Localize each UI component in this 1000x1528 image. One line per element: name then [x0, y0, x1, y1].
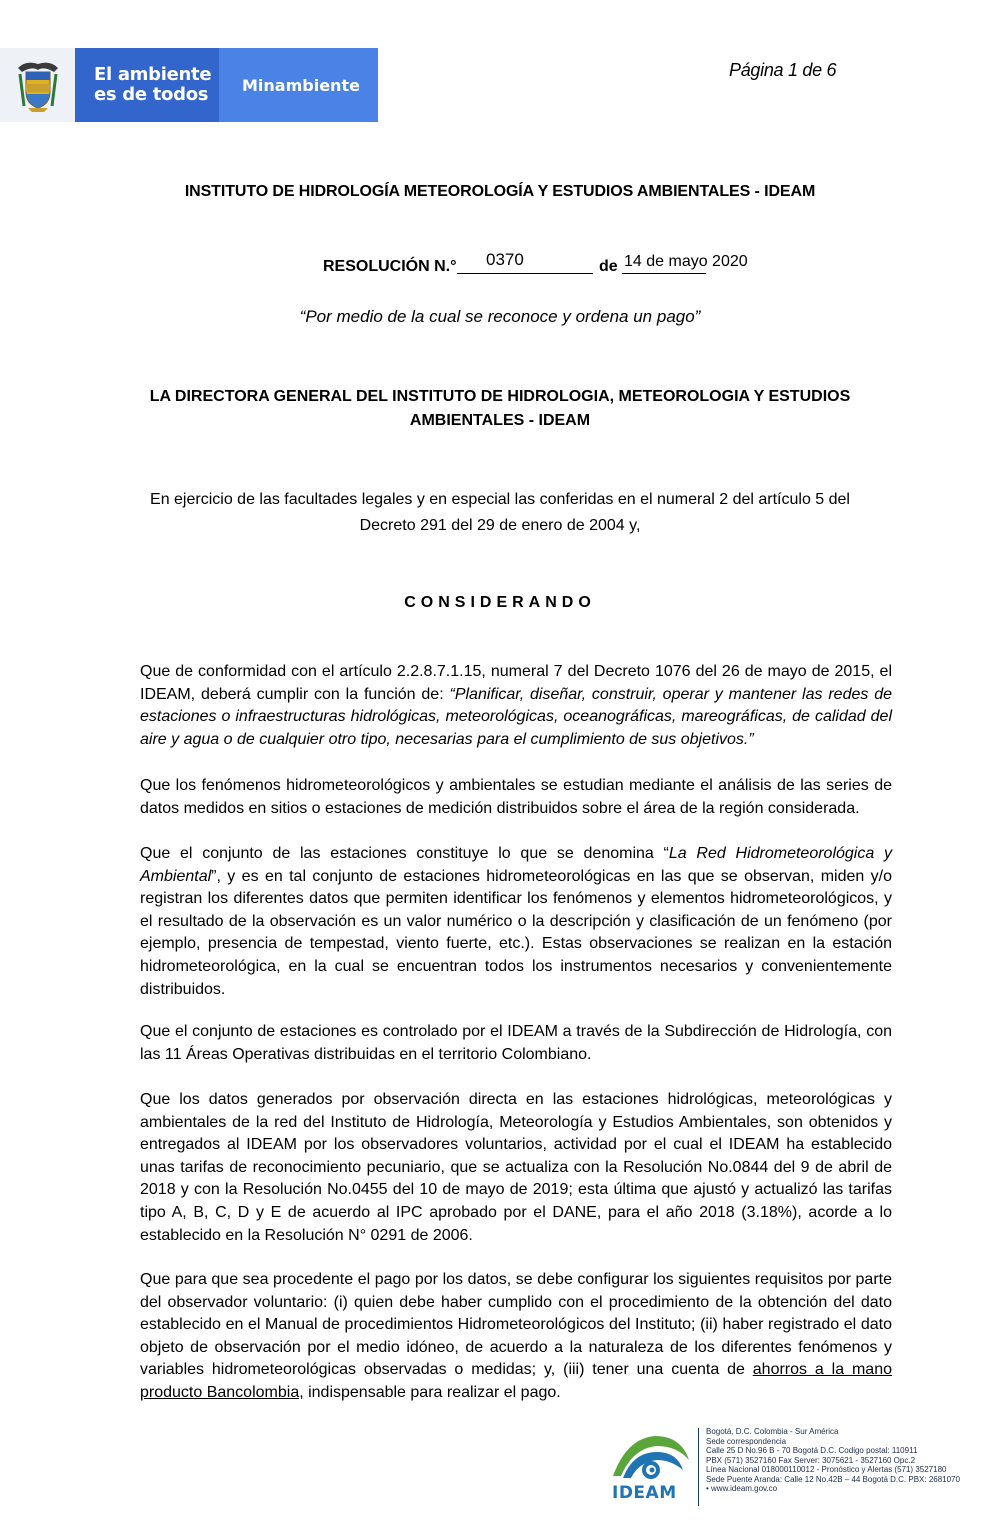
paragraph-3-end: ”, y es en tal conjunto de estaciones hidrometeorológicas en las que se observan, miden y/o registran los diferentes datos que permiten identificar los fenómenos y elementos hidrometeorológicos, y el resultado de la observación es un valor numérico o la descripción y clasificación de un fenómeno (por ejemplo, presencia de tempestad, viento fuerte, etc.). Estas observaciones se realizan en la estación hidrometeorológica, en la cual se encuentran todos los instrumentos necesarios y convenientemente distribuidos. [140, 867, 892, 998]
slogan-box [75, 48, 219, 122]
powers-statement [0, 487, 1000, 539]
paragraph-1-text: Que de conformidad con el artículo 2.2.8.7.1.15, numeral 7 del Decreto 1076 del 26 de mayo de 2015, el IDEAM, deberá cumplir con la función de: [140, 663, 892, 703]
coat-of-arms-box [0, 48, 75, 122]
slogan-line-1: El ambiente [94, 64, 212, 85]
paragraph-6-underlined: ahorros a la mano producto Bancolombia, [140, 1361, 892, 1401]
slogan-line-2: es de todos [94, 84, 209, 105]
resolution-number-line [457, 273, 593, 274]
header-banner [0, 48, 378, 122]
paragraph-3-italic: La Red Hidrometeorológica y Ambiental [140, 845, 893, 885]
resolution-label: RESOLUCIÓN N.° [323, 258, 457, 275]
ministry-box [219, 48, 378, 122]
paragraph-4: Que el conjunto de estaciones es controlado por el IDEAM a través de la Subdirección de Hidrología, con las 11 Áreas Operativas distribuidas en el territorio Colombiano. [140, 1023, 892, 1063]
institute-title: INSTITUTO DE HIDROLOGÍA METEOROLOGÍA Y ESTUDIOS AMBIENTALES - IDEAM [184, 183, 816, 200]
paragraph-6-start: Que para que sea procedente el pago por los datos, se debe configurar los siguientes requisitos por parte del observador voluntario: (i) quien debe haber cumplido con el procedimiento de la obtención del dato establecido en el Manual de procedimientos Hidrometeorológicos del Instituto; (ii) haber registrado el dato objeto de observación por el medio idóneo, de acuerdo a la naturaleza de los diferentes fenómenos y variables hidrometeorológicas observadas o medidas; y, (iii) tener una cuenta de [140, 1271, 892, 1379]
considerando-heading: CONSIDERANDO [404, 594, 596, 611]
footer-line: Línea Nacional 018000110012 - Pronóstico y Alertas (571) 3527180 [706, 1465, 947, 1474]
footer-line: Bogotá, D.C. Colombia - Sur América [706, 1427, 839, 1436]
footer-line: • www.ideam.gov.co [706, 1484, 778, 1493]
paragraph-3-start: Que el conjunto de las estaciones constituye lo que se denomina “ [140, 845, 669, 862]
paragraph-6-end: indispensable para realizar el pago. [303, 1383, 561, 1401]
director-heading-line-1: LA DIRECTORA GENERAL DEL INSTITUTO DE HIDROLOGIA, METEOROLOGIA Y ESTUDIOS [149, 388, 851, 405]
paragraph-2: Que los fenómenos hidrometeorológicos y ambientales se estudian mediante el análisis de las series de datos medidos en sitios o estaciones de medición distribuidos sobre el área de la región considerada. [140, 777, 892, 817]
ministry-name: Minambiente [242, 76, 360, 95]
ideam-logo-text: IDEAM [612, 1483, 677, 1503]
paragraph-5: Que los datos generados por observación directa en las estaciones hidrológicas, meteorológicas y ambientales de la red del Instituto de Hidrología, Meteorología y Estudios Ambientales, son obtenidos y entregados al IDEAM por los observadores voluntarios, actividad por el cual el IDEAM ha establecido unas tarifas de reconocimiento pecuniario, que se actualiza con la Resolución No.0844 del 9 de abril de 2018 y con la Resolución No.0455 del 10 de mayo de 2019; esta última que ajustó y actualizó las tarifas tipo A, B, C, D y E de acuerdo al IPC aprobado por el DANE, para el año 2018 (3.18%), acorde a lo establecido en la Resolución N° 0291 de 2006. [140, 1091, 892, 1244]
resolution-subtitle: “Por medio de la cual se reconoce y ordena un pago” [299, 307, 701, 326]
footer-divider [698, 1428, 699, 1506]
page-number: Página 1 de 6 [729, 60, 837, 80]
footer-line: PBX (571) 3527160 Fax Server: 3075621 - 3527160 Opc.2 [706, 1455, 916, 1465]
resolution-date-line [622, 273, 706, 274]
paragraph-1-quote: “Planificar, diseñar, construir, operar y mantener las redes de estaciones o infraestructuras hidrológicas, meteorológicas, oceanográficas, mareográficas, de calidad del aire y agua o de cualquier otro tipo, necesarias para el cumplimiento de sus objetivos.” [140, 685, 893, 748]
paragraph-6 [140, 1269, 892, 1405]
director-heading-line-2: AMBIENTALES - IDEAM [409, 412, 591, 429]
powers-line-1: En ejercicio de las facultades legales y en especial las conferidas en el numeral 2 del artículo 5 del [150, 491, 850, 508]
paragraph-1 [140, 661, 892, 751]
powers-line-2: Decreto 291 del 29 de enero de 2004 y, [359, 517, 641, 534]
resolution-de-label: de [599, 258, 618, 275]
footer-contact [706, 1427, 960, 1494]
director-heading [0, 385, 1000, 433]
footer-line: Sede correspondencia [706, 1436, 787, 1446]
footer-line: Sede Puente Aranda: Calle 12 No.42B – 44 Bogotá D.C. PBX: 2681070 [706, 1474, 960, 1484]
resolution-number: 0370 [486, 250, 524, 269]
paragraph-3 [140, 843, 892, 1001]
slogan [94, 65, 211, 105]
footer-line: Calle 25 D No.96 B - 70 Bogotá D.C. Codigo postal: 110911 [706, 1446, 918, 1455]
coat-of-arms-icon [14, 58, 62, 114]
resolution-date: 14 de mayo 2020 [624, 253, 748, 270]
